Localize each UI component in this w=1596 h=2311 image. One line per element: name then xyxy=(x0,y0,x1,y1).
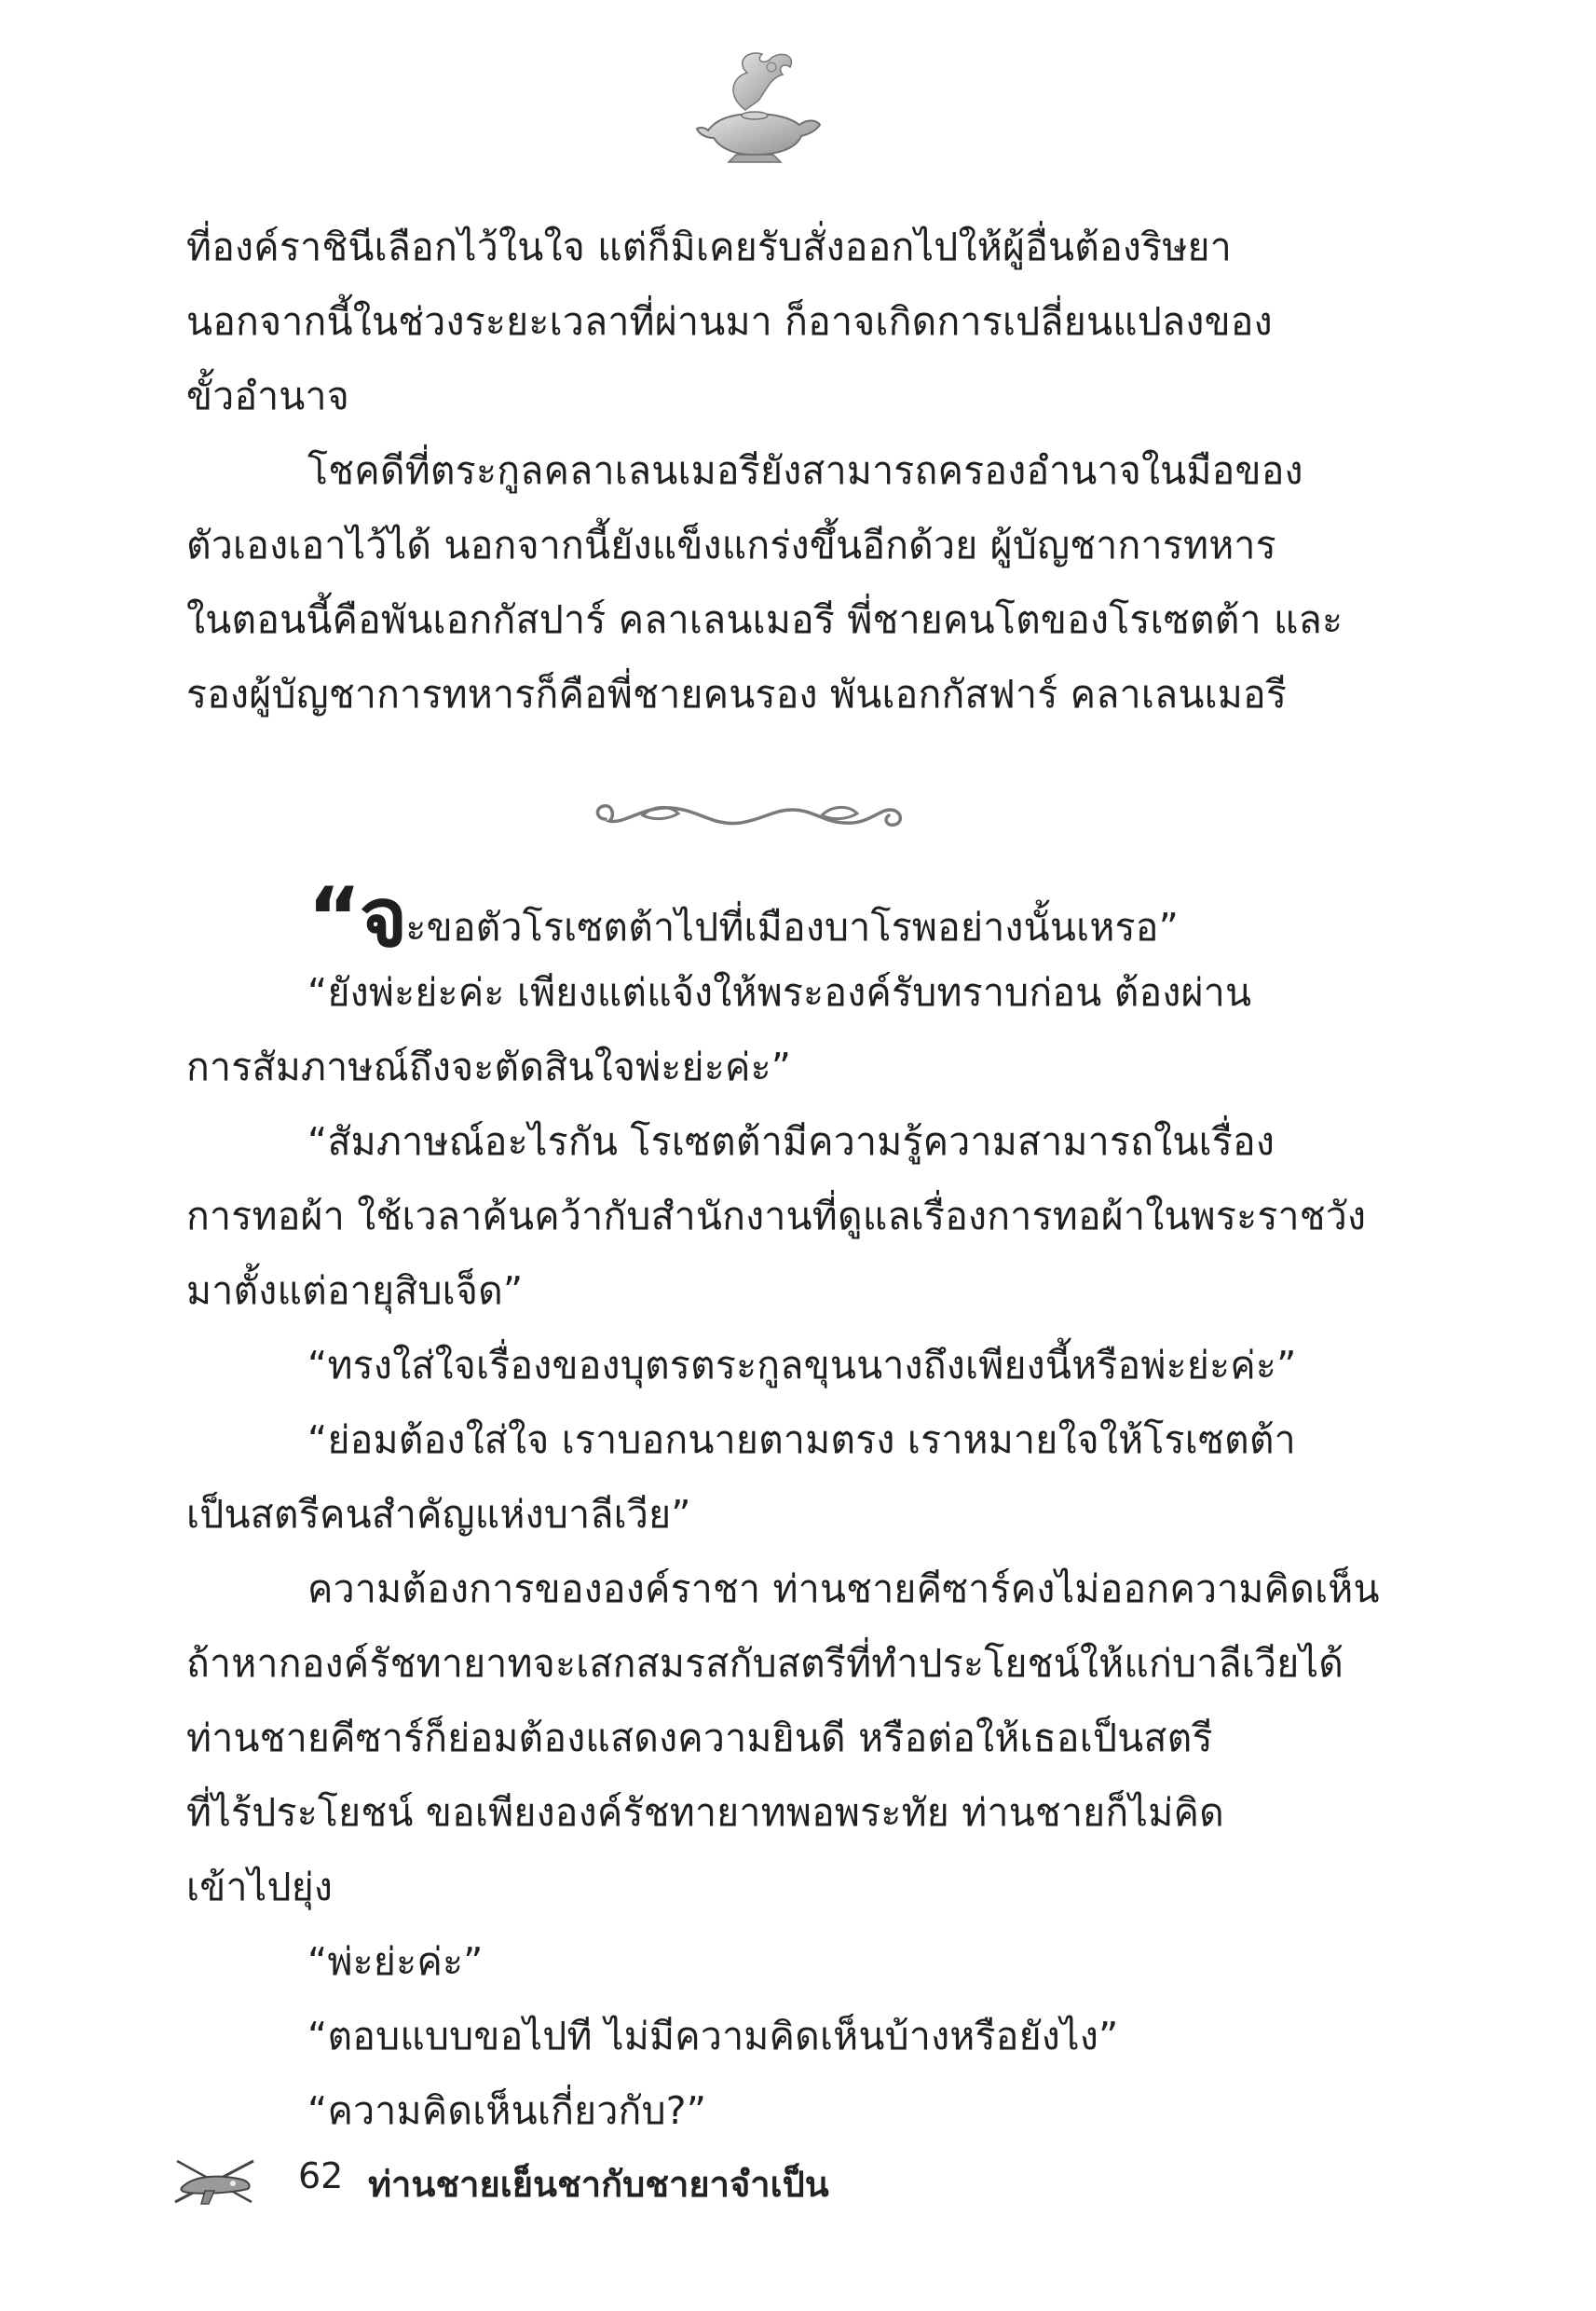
text-line: ความต้องการขององค์ราชา ท่านชายคีซาร์คงไม่ออกความคิดเห็น xyxy=(307,1566,1380,1611)
text-line: “ความคิดเห็นเกี่ยวกับ?” xyxy=(307,2088,707,2133)
lamp-genie-icon xyxy=(680,45,829,166)
dialogue-paragraph xyxy=(186,2073,1330,2148)
text-line: นอกจากนี้ในช่วงระยะเวลาที่ผ่านมา ก็อาจเกิดการเปลี่ยนแปลงของ xyxy=(186,299,1273,344)
dropcap-rest: ะขอตัวโรเซตต้าไปที่เมืองบาโรพอย่างนั้นเหรอ” xyxy=(405,905,1180,950)
airplane-icon xyxy=(168,2148,261,2213)
narrative-paragraph xyxy=(186,1552,1380,1924)
text-line: “สัมภาษณ์อะไรกัน โรเซตต้ามีความรู้ความสามารถในเรื่อง xyxy=(307,1119,1275,1164)
text-line: โชคดีที่ตระกูลคลาเลนเมอรียังสามารถครองอำนาจในมือของ xyxy=(307,448,1303,493)
flourish-divider-icon xyxy=(587,787,922,843)
dialogue-paragraph xyxy=(186,955,1330,1104)
text-line: รองผู้บัญชาการทหารก็คือพี่ชายคนรอง พันเอกกัสฟาร์ คลาเลนเมอรี xyxy=(186,672,1288,717)
dialogue-paragraph xyxy=(186,1328,1330,1402)
book-title: ท่านชายเย็นชากับชายาจำเป็น xyxy=(368,2164,829,2205)
text-line: “ยังพ่ะย่ะค่ะ เพียงแต่แจ้งให้พระองค์รับทราบก่อน ต้องผ่าน xyxy=(307,970,1252,1015)
paragraph-1 xyxy=(186,210,1330,433)
paragraph-2 xyxy=(186,433,1344,732)
dialogue-paragraph xyxy=(186,1999,1330,2073)
text-line: ที่ไร้ประโยชน์ ขอเพียงองค์รัชทายาทพอพระทัย ท่านชายก็ไม่คิด xyxy=(186,1790,1224,1835)
section-two xyxy=(186,869,1380,2148)
text-line: “ตอบแบบขอไปที ไม่มีความคิดเห็นบ้างหรือยังไง” xyxy=(307,2014,1119,2058)
text-line: ตัวเองเอาไว้ได้ นอกจากนี้ยังแข็งแกร่งขึ้นอีกด้วย ผู้บัญชาการทหาร xyxy=(186,523,1276,567)
dropcap: “จ xyxy=(307,869,406,965)
text-line: เข้าไปยุ่ง xyxy=(186,1865,334,1909)
dialogue-paragraph xyxy=(186,1924,1330,1999)
text-line: เป็นสตรีคนสำคัญแห่งบาลีเวีย” xyxy=(186,1492,691,1537)
text-line: ที่องค์ราชินีเลือกไว้ในใจ แต่ก็มิเคยรับสั่งออกไปให้ผู้อื่นต้องริษยา xyxy=(186,225,1233,269)
text-line: “พ่ะย่ะค่ะ” xyxy=(307,1939,484,1984)
page-footer xyxy=(168,2148,1006,2213)
text-line: การสัมภาษณ์ถึงจะตัดสินใจพ่ะย่ะค่ะ” xyxy=(186,1045,792,1089)
text-line: ขั้วอำนาจ xyxy=(186,374,349,418)
dialogue-paragraph xyxy=(186,1104,1367,1328)
dropcap-paragraph xyxy=(186,869,1330,965)
dialogue-paragraph xyxy=(186,1402,1330,1552)
text-line: “ทรงใส่ใจเรื่องของบุตรตระกูลขุนนางถึงเพียงนี้หรือพ่ะย่ะค่ะ” xyxy=(307,1343,1297,1388)
section-one xyxy=(186,210,1344,732)
page-number: 62 xyxy=(298,2155,344,2196)
text-line: มาตั้งแต่อายุสิบเจ็ด” xyxy=(186,1268,524,1313)
text-line: “ย่อมต้องใส่ใจ เราบอกนายตามตรง เราหมายใจให้โรเซตต้า xyxy=(307,1417,1296,1462)
text-line: ในตอนนี้คือพันเอกกัสปาร์ คลาเลนเมอรี พี่ชายคนโตของโรเซตต้า และ xyxy=(186,597,1344,642)
text-line: ถ้าหากองค์รัชทายาทจะเสกสมรสกับสตรีที่ทำประโยชน์ให้แก่บาลีเวียได้ xyxy=(186,1641,1344,1686)
text-line: การทอผ้า ใช้เวลาค้นคว้ากับสำนักงานที่ดูแลเรื่องการทอผ้าในพระราชวัง xyxy=(186,1194,1367,1238)
text-line: ท่านชายคีซาร์ก็ย่อมต้องแสดงความยินดี หรือต่อให้เธอเป็นสตรี xyxy=(186,1716,1213,1760)
